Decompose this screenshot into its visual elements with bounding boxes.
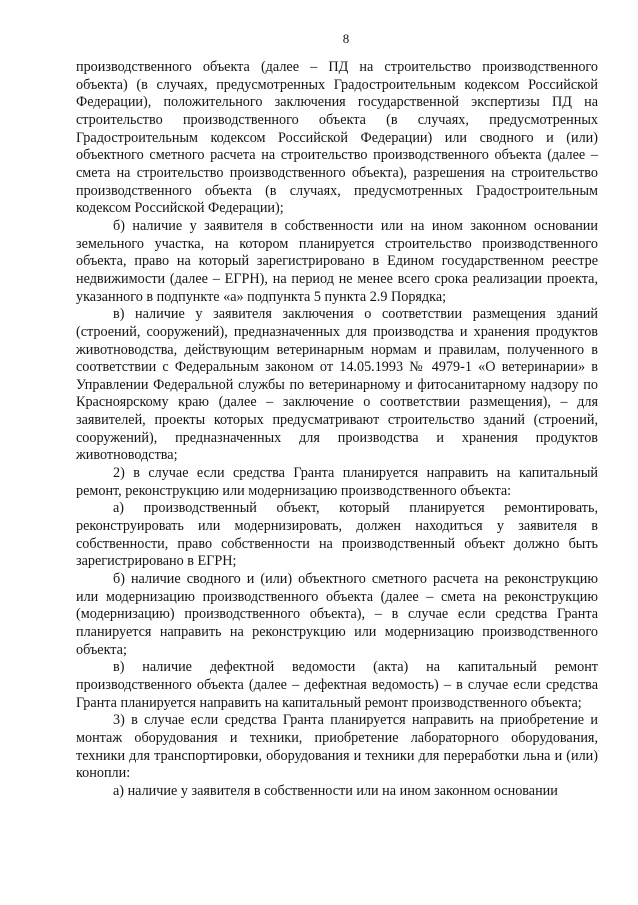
paragraph-item-v-veterinary-conclusion: в) наличие у заявителя заключения о соответствии размещения зданий (строений, сооружений), предназначенных для производства и хранения продуктов животноводства, действующим ветеринарным нормам и правилам, полученного в соответствии с Федеральным законом от 14.05.1993 № 4979-1 «О ветеринарии» в Управлении Федеральной службы по ветеринарному и фитосанитарному надзору по Красноярскому краю (далее – заключение о соответствии размещения), – для заявителей, проекты которых предусматривают строительство зданий (строений, сооружений), предназначенных для производства и хранения продуктов животноводства;: [76, 306, 598, 464]
body-text: [76, 59, 598, 801]
paragraph-item-b-land-plot: б) наличие у заявителя в собственности или на ином законном основании земельного участка, на котором планируется строительство производственного объекта, право на который зарегистрировано в Едином государственном реестре недвижимости (далее – ЕГРН), на период не менее всего срока реализации проекта, указанного в подпункте «а» подпункта 5 пункта 2.9 Порядка;: [76, 217, 598, 305]
paragraph-point-3-equipment: 3) в случае если средства Гранта планируется направить на приобретение и монтаж оборудования и техники, приобретение лабораторного оборудования, техники для транспортировки, оборудования и техники для переработки льна и (или) конопли:: [76, 712, 598, 782]
paragraph-item-v-defect-statement: в) наличие дефектной ведомости (акта) на капитальный ремонт производственного объекта (далее – дефектная ведомость) – в случае если средства Гранта планируется направить на капитальный ремонт производственного объекта;: [76, 659, 598, 711]
paragraph-continuation: производственного объекта (далее – ПД на строительство производственного объекта) (в случаях, предусмотренных Градостроительным кодексом Российской Федерации), положительного заключения государственной экспертизы ПД на строительство производственного объекта (в случаях, предусмотренных Градостроительным кодексом Российской Федерации) или сводного и (или) объектного сметного расчета на строительство производственного объекта (далее – смета на строительство производственного объекта), разрешения на строительство производственного объекта (в случаях, предусмотренных Градостроительным кодексом Российской Федерации);: [76, 59, 598, 217]
paragraph-item-a-ownership: а) производственный объект, который планируется ремонтировать, реконструировать или модернизировать, должен находиться у заявителя в собственности, право собственности на производственный объект должно быть зарегистрировано в ЕГРН;: [76, 500, 598, 570]
paragraph-point-2-repair: 2) в случае если средства Гранта планируется направить на капитальный ремонт, реконструкцию или модернизацию производственного объекта:: [76, 465, 598, 499]
paragraph-item-a-equipment-ownership: а) наличие у заявителя в собственности или на ином законном основании: [113, 782, 558, 799]
page-number: 8: [342, 31, 350, 46]
paragraph-item-b-reconstruction-estimate: б) наличие сводного и (или) объектного сметного расчета на реконструкцию или модернизацию производственного объекта (далее – смета на реконструкцию (модернизацию) производственного объекта), – в случае если средства Гранта планируется направить на реконструкцию или модернизацию производственного объекта;: [76, 571, 598, 658]
